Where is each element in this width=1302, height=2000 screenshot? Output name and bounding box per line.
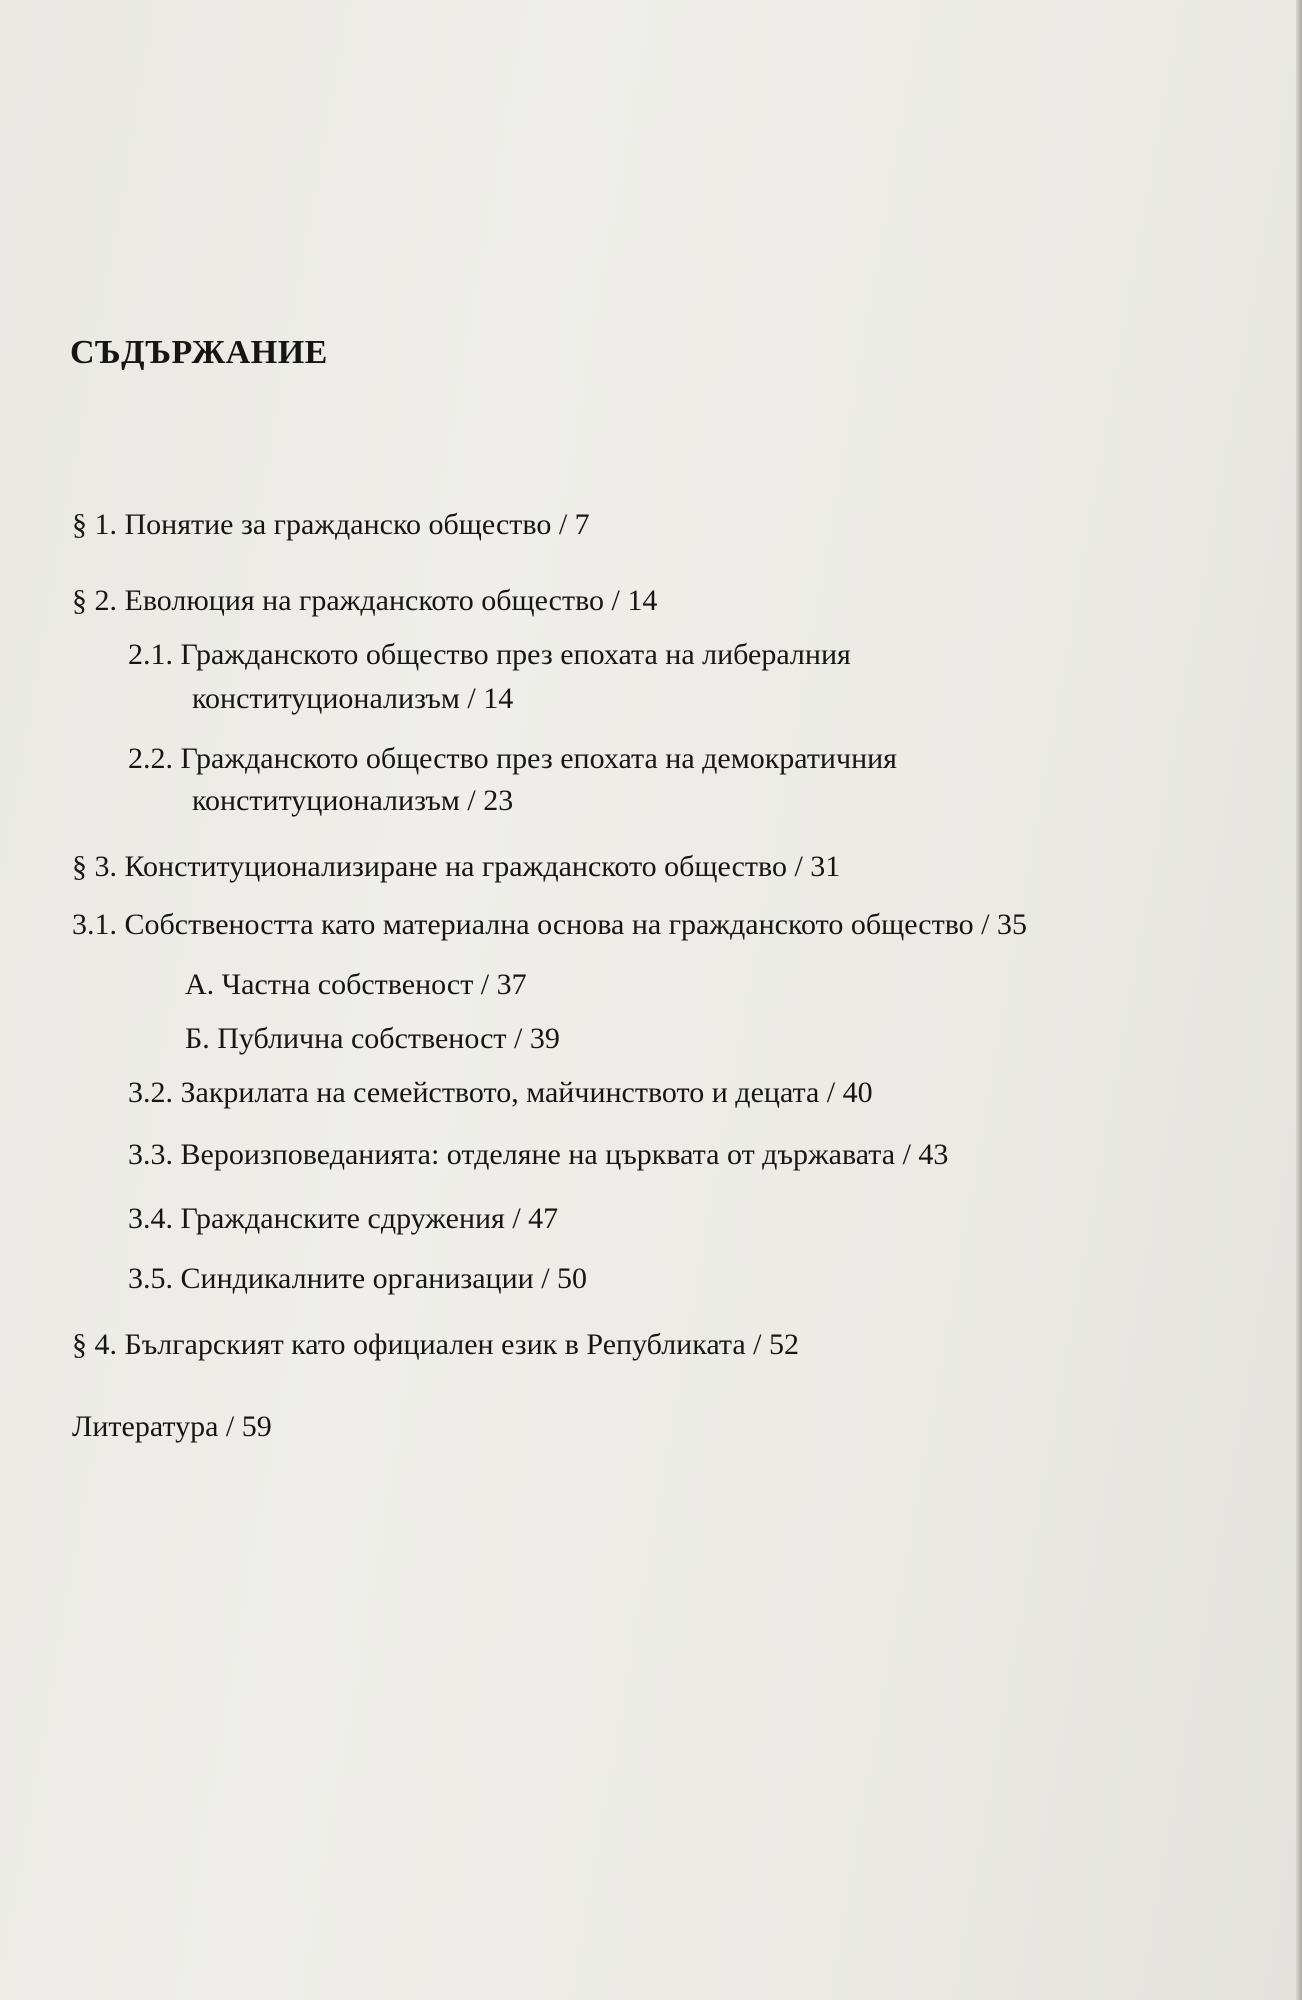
toc-entry-section-3: § 3. Конституционализиране на гражданското общество / 31 bbox=[72, 850, 841, 883]
toc-heading: СЪДЪРЖАНИЕ bbox=[70, 334, 328, 371]
toc-entry-section-4: § 4. Българският като официален език в Републиката / 52 bbox=[72, 1328, 800, 1361]
toc-entry-2-1: 2.1. Гражданското общество през епохата на либералния bbox=[128, 638, 851, 671]
toc-entry-section-1: § 1. Понятие за гражданско общество / 7 bbox=[72, 508, 590, 541]
toc-entry-3-3: 3.3. Вероизповеданията: отделяне на църквата от държавата / 43 bbox=[128, 1138, 949, 1171]
toc-entry-3-1-a: А. Частна собственост / 37 bbox=[185, 968, 527, 1001]
toc-entry-3-5: 3.5. Синдикалните организации / 50 bbox=[128, 1262, 588, 1295]
toc-entry-literature: Литература / 59 bbox=[72, 1410, 272, 1443]
toc-entry-2-1-continued: конституционализъм / 14 bbox=[192, 682, 514, 715]
page-edge bbox=[1296, 0, 1302, 2000]
toc-entry-3-2: 3.2. Закрилата на семейството, майчинството и децата / 40 bbox=[128, 1076, 873, 1109]
toc-entry-2-2: 2.2. Гражданското общество през епохата на демократичния bbox=[128, 742, 897, 775]
toc-entry-3-1-b: Б. Публична собственост / 39 bbox=[185, 1022, 560, 1055]
toc-entry-3-4: 3.4. Гражданските сдружения / 47 bbox=[128, 1202, 559, 1235]
toc-entry-3-1: 3.1. Собствеността като материална основа на гражданското общество / 35 bbox=[72, 908, 1028, 941]
toc-entry-2-2-continued: конституционализъм / 23 bbox=[192, 784, 514, 817]
toc-entry-section-2: § 2. Еволюция на гражданското общество / 14 bbox=[72, 584, 658, 617]
